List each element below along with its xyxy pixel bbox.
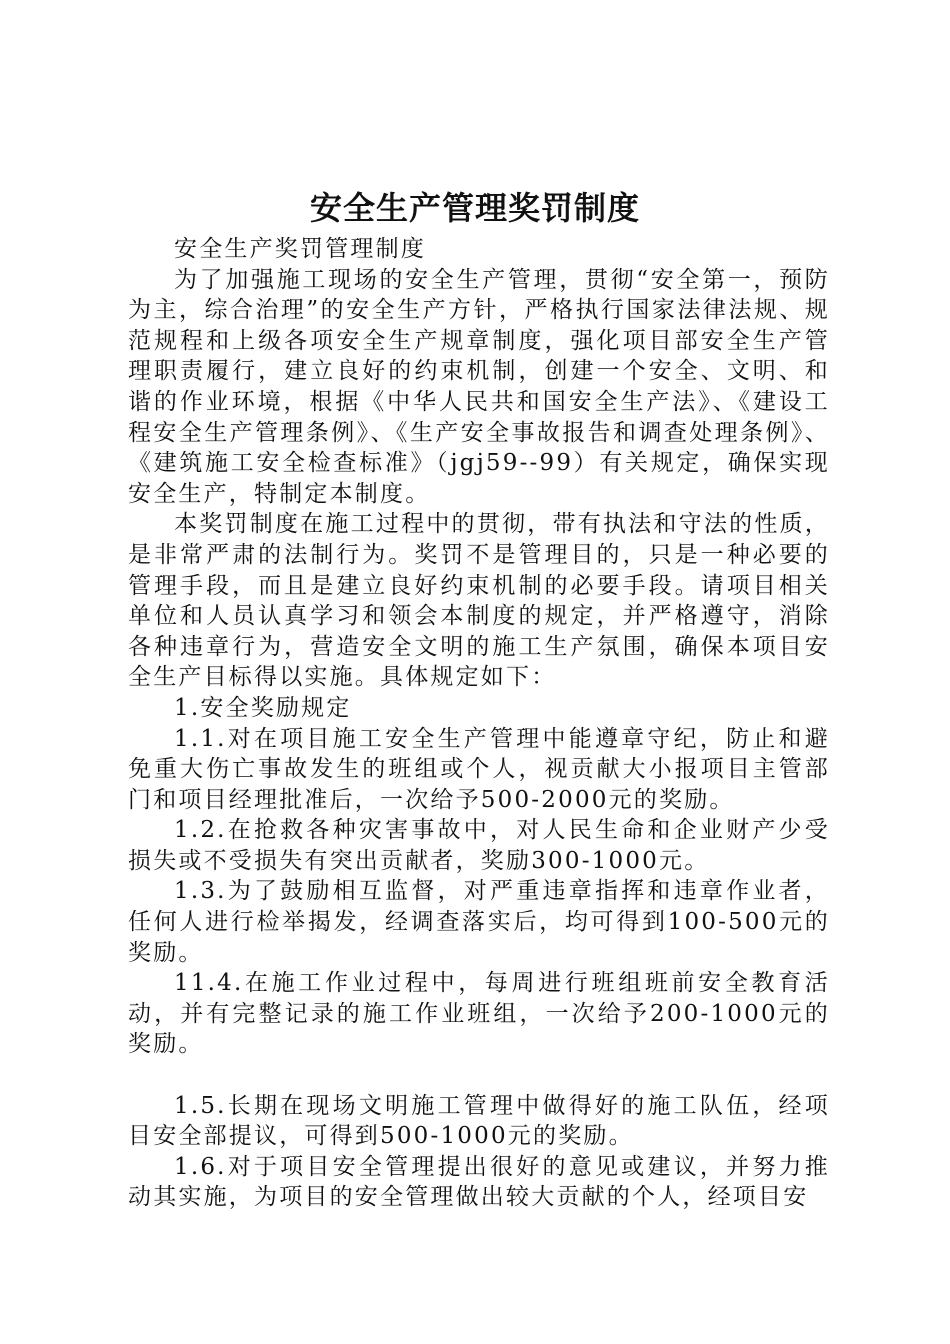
document-body <box>128 234 830 1213</box>
clause-1-3: 1.3.为了鼓励相互监督，对严重违章指挥和违章作业者，任何人进行检举揭发，经调查落实后，均可得到100-500元的奖励。 <box>128 878 830 966</box>
document-title: 安全生产管理奖罚制度 <box>309 189 640 227</box>
clause-1-5: 1.5.长期在现场文明施工管理中做得好的施工队伍，经项目安全部提议，可得到500-1000元的奖励。 <box>128 1092 830 1150</box>
clause-1-1: 1.1.对在项目施工安全生产管理中能遵章守纪，防止和避免重大伤亡事故发生的班组或个人，视贡献大小报项目主管部门和项目经理批准后，一次给予500-2000元的奖励。 <box>128 725 830 813</box>
clause-1-6: 1.6.对于项目安全管理提出很好的意见或建议，并努力推动其实施，为项目的安全管理做出较大贡献的个人，经项目安 <box>128 1153 830 1211</box>
clause-1-2: 1.2.在抢救各种灾害事故中，对人民生命和企业财产少受损失或不受损失有突出贡献者，奖励300-1000元。 <box>128 817 830 874</box>
paragraph-subtitle: 安全生产奖罚管理制度 <box>174 236 426 262</box>
section-heading-rewards: 1.安全奖励规定 <box>174 694 352 721</box>
paragraph-purpose: 为了加强施工现场的安全生产管理，贯彻“安全第一，预防为主，综合治理”的安全生产方针，严格执行国家法律法规、规范规程和上级各项安全生产规章制度，强化项目部安全生产管理职责履行，建立良好的约束机制，创建一个安全、文明、和谐的作业环境，根据《中华人民共和国安全生产法》、《建设工程安全生产管理条例》、《生产安全事故报告和调查处理条例》、《建筑施工安全检查标准》（jgj59--99）有关规定，确保实现安全生产，特制定本制度。 <box>128 266 830 507</box>
paragraph-nature: 本奖罚制度在施工过程中的贯彻，带有执法和守法的性质，是非常严肃的法制行为。奖罚不是管理目的，只是一种必要的管理手段，而且是建立良好约束机制的必要手段。请项目相关单位和人员认真学习和领会本制度的规定，并严格遵守，消除各种违章行为，营造安全文明的施工生产氛围，确保本项目安全生产目标得以实施。具体规定如下： <box>128 511 830 691</box>
clause-1-4: 11.4.在施工作业过程中，每周进行班组班前安全教育活动，并有完整记录的施工作业班组，一次给予200-1000元的奖励。 <box>128 970 830 1058</box>
